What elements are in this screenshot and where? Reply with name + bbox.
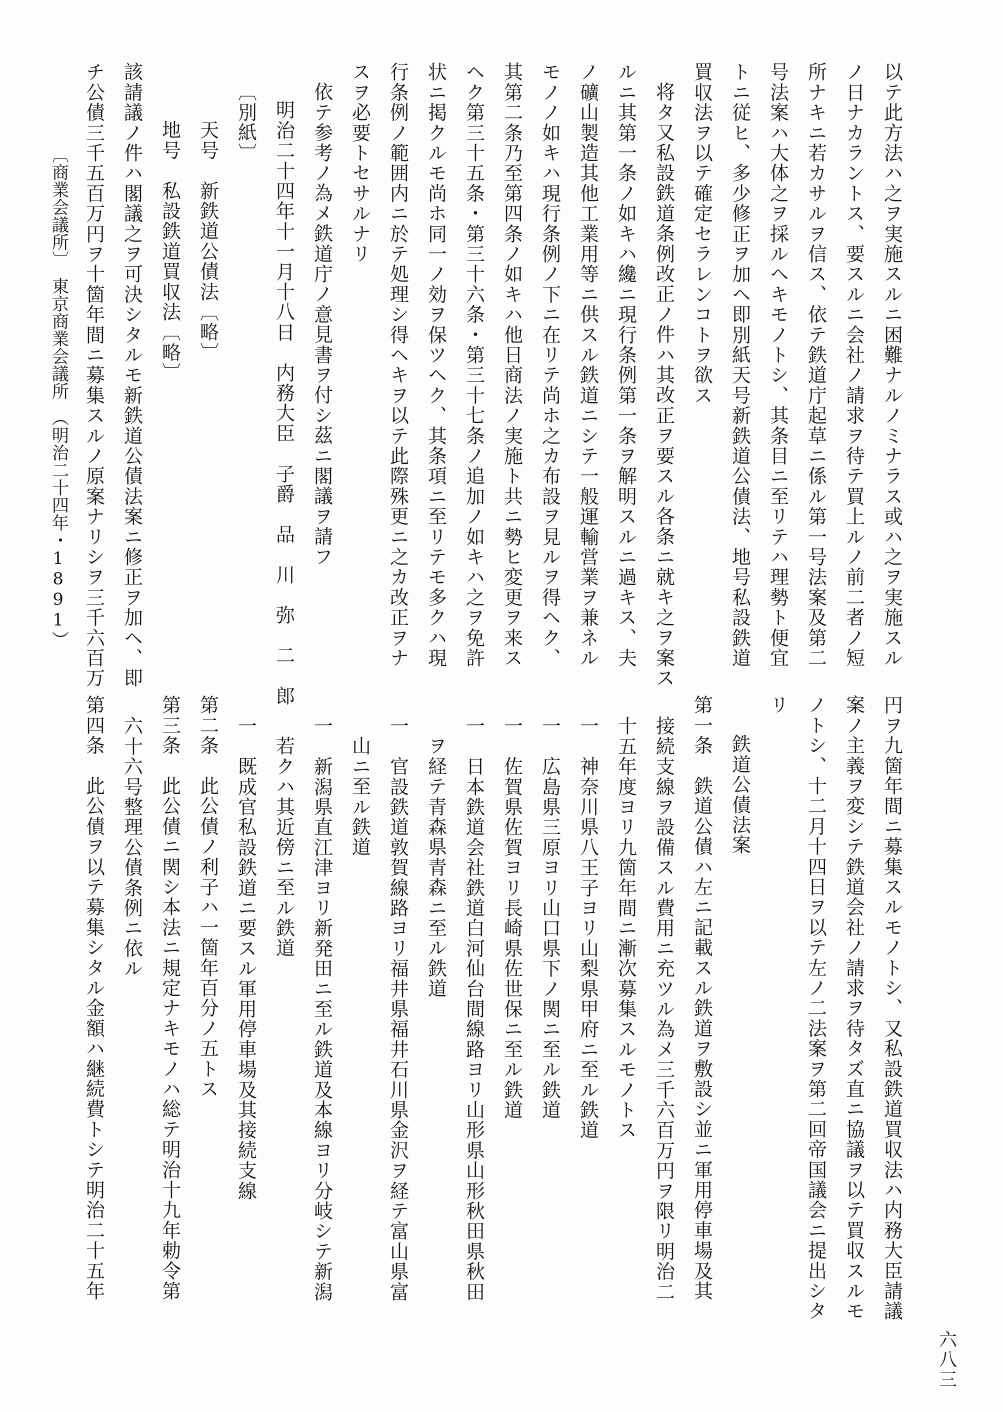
text-column: 第三条 此公債ニ関シ本法ニ規定ナキモノハ総テ明治十九年勅令第 [159, 695, 181, 1301]
text-column: 六十六号整理公債条例ニ依ル [121, 716, 143, 979]
lower-text-band [0, 680, 1003, 1412]
text-column: 接続支線ヲ設備スル費用ニ充ツル為メ三千六百万円ヲ限リ明治二 [653, 716, 675, 1302]
text-column: 依テ参考ノ為メ鉄道庁ノ意見書ヲ付シ茲ニ閣議ヲ請フ [311, 82, 333, 567]
text-column: 将タ又私設鉄道条例改正ノ件ハ其改正ヲ要スル各条ニ就キ之ヲ案ス [653, 82, 675, 689]
source-note: 〔商業会議所〕 東京商業会議所 （明治二十四年・1891） [48, 146, 68, 649]
list-item-continuation: 若クハ其近傍ニ至ル鉄道 [273, 736, 295, 959]
text-column: 円ヲ九箇年間ニ募集スルモノトシ、又私設鉄道買収法ハ内務大臣請議 [881, 695, 903, 1322]
text-column: モノノ如キハ現行条例ノ下ニ在リテ尚ホ之カ布設ヲ見ルヲ得ヘク、 [539, 62, 561, 668]
list-item: 一 官設鉄道敦賀線路ヨリ福井県福井石川県金沢ヲ経テ富山県富 [387, 716, 409, 1302]
text-column: ルニ其第一条ノ如キハ纔ニ現行条例第一条ヲ解明スルニ過キス、夫 [615, 62, 637, 668]
list-item: 一 佐賀県佐賀ヨリ長崎県佐世保ニ至ル鉄道 [501, 716, 523, 1120]
text-column: スヲ必要トセサルナリ [349, 62, 371, 264]
list-item: 一 神奈川県八王子ヨリ山梨県甲府ニ至ル鉄道 [577, 716, 599, 1141]
text-column: 所ナキニ若カサルヲ信ス、依テ鉄道庁起草ニ係ル第一号法案及第二 [805, 62, 827, 668]
text-column: 買収法ヲ以テ確定セラレンコトヲ欲ス [691, 62, 713, 406]
list-item: 一 日本鉄道会社鉄道白河仙台間線路ヨリ山形県山形秋田県秋田 [463, 716, 485, 1302]
list-item: 一 広島県三原ヨリ山口県下ノ関ニ至ル鉄道 [539, 716, 561, 1121]
page-number: 六八三 [936, 1330, 957, 1390]
text-column: 第一条 鉄道公債ハ左ニ記載スル鉄道ヲ敷設シ並ニ軍用停車場及其 [691, 695, 713, 1301]
text-column: 十五年度ヨリ九箇年間ニ漸次募集スルモノトス [615, 716, 637, 1141]
text-column: 地号 私設鉄道買収法〔略〕 [159, 120, 181, 383]
text-column: 状ニ掲クルモ尚ホ同一ノ効ヲ保ツヘク、其条項ニ至リテモ多クハ現 [425, 62, 447, 668]
text-column: チ公債三千五百万円ヲ十箇年間ニ募集スルノ原案ナリシヲ三千六百万 [83, 62, 105, 689]
text-column: ノトシ、十二月十四日ヲ以テ左ノ二法案ヲ第二回帝国議会ニ提出シタ [805, 695, 827, 1322]
text-column: 該請議ノ件ハ閣議之ヲ可決シタルモ新鉄道公債法案ニ修正ヲ加ヘ、即 [121, 62, 143, 689]
text-column: 天号 新鉄道公債法〔略〕 [197, 120, 219, 363]
text-column: 其第二条乃至第四条ノ如キハ他日商法ノ実施ト共ニ勢ヒ変更ヲ来ス [501, 62, 523, 669]
text-column: 案ノ主義ヲ変シテ鉄道会社ノ請求ヲ待タズ直ニ協議ヲ以テ買収スルモ [843, 695, 865, 1322]
list-item: 一 新潟県直江津ヨリ新発田ニ至ル鉄道及本線ヨリ分岐シテ新潟 [311, 716, 333, 1302]
text-column: ノ礦山製造其他工業用等ニ供スル鉄道ニシテ一般運輸営業ヲ兼ネル [577, 62, 599, 668]
list-item: 一 既成官私設鉄道ニ要スル軍用停車場及其接続支線 [235, 716, 257, 1201]
text-column: ヘク第三十五条・第三十六条・第三十七条ノ追加ノ如キハ之ヲ免許 [463, 62, 485, 668]
text-column: 第二条 此公債ノ利子ハ一箇年百分ノ五トス [197, 695, 219, 1099]
text-column: 号法案ハ大体之ヲ採ルヘキモノトシ、其条目ニ至リテハ理勢ト便宜 [767, 62, 789, 668]
bill-title: 鉄道公債法案 [729, 734, 751, 856]
date-signature-column: 明治二十四年十一月十八日 内務大臣 子爵 品 川 弥 二 郎 [273, 100, 295, 706]
text-column: トニ従ヒ、多少修正ヲ加ヘ即別紙天号新鉄道公債法、地号私設鉄道 [729, 62, 751, 668]
text-column: 行条例ノ範囲内ニ於テ処理シ得ヘキヲ以テ此際殊更ニ之カ改正ヲナ [387, 62, 409, 668]
text-column: リ [767, 695, 789, 716]
text-column: 第四条 此公債ヲ以テ募集シタル金額ハ継続費トシテ明治二十五年 [83, 695, 105, 1301]
list-item-continuation: ヲ経テ青森県青森ニ至ル鉄道 [425, 736, 447, 999]
list-item-continuation: 山ニ至ル鉄道 [349, 736, 371, 858]
attachment-label: 〔別紙〕 [235, 82, 257, 163]
text-column: 以テ此方法ハ之ヲ実施スルニ困難ナルノミナラス或ハ之ヲ実施スル [881, 62, 903, 668]
text-column: ノ日ナカラントス、要スルニ会社ノ請求ヲ待テ買上ルノ前二者ノ短 [843, 62, 865, 668]
